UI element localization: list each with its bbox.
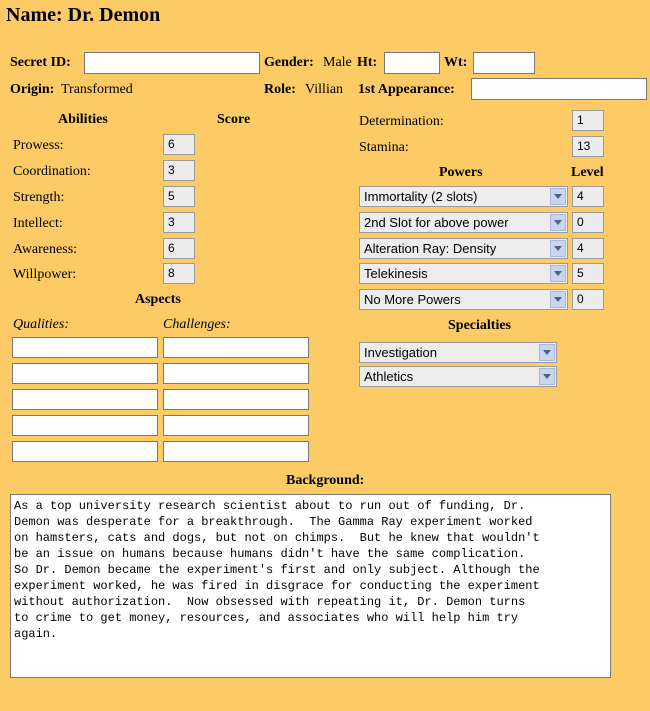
power-select-2-value: 2nd Slot for above power: [364, 215, 509, 230]
ability-intellect-score[interactable]: 3: [163, 212, 195, 233]
chevron-down-icon[interactable]: [550, 188, 566, 205]
score-header: Score: [217, 112, 251, 127]
height-label: Ht:: [357, 55, 378, 70]
chevron-down-icon[interactable]: [550, 291, 566, 308]
quality-input-2[interactable]: [12, 363, 158, 384]
specialty-select-1-value: Investigation: [364, 345, 437, 360]
specialty-select-2[interactable]: [359, 366, 557, 387]
power-level-2[interactable]: 0: [572, 212, 604, 233]
powers-header: Powers: [439, 165, 483, 180]
weight-label: Wt:: [444, 55, 468, 70]
power-level-5[interactable]: 0: [572, 289, 604, 310]
ability-strength-label: Strength:: [13, 190, 65, 205]
abilities-header: Abilities: [58, 112, 108, 127]
quality-input-4[interactable]: [12, 415, 158, 436]
specialty-select-1[interactable]: [359, 342, 557, 363]
power-select-3-value: Alteration Ray: Density: [364, 241, 497, 256]
power-level-4[interactable]: 5: [572, 263, 604, 284]
power-select-5-value: No More Powers: [364, 292, 461, 307]
first-appearance-input[interactable]: [471, 78, 647, 100]
ability-coordination-score[interactable]: 3: [163, 160, 195, 181]
chevron-down-icon[interactable]: [550, 240, 566, 257]
quality-input-5[interactable]: [12, 441, 158, 462]
first-appearance-label: 1st Appearance:: [358, 82, 455, 97]
gender-value: Male: [323, 55, 352, 70]
challenges-label: Challenges:: [163, 317, 231, 332]
ability-willpower-label: Willpower:: [13, 267, 77, 282]
background-label: Background:: [286, 473, 365, 488]
stamina-value[interactable]: 13: [572, 136, 604, 157]
ability-awareness-label: Awareness:: [13, 242, 78, 257]
power-select-4[interactable]: [359, 263, 568, 284]
power-level-3[interactable]: 4: [572, 238, 604, 259]
power-level-1[interactable]: 4: [572, 186, 604, 207]
challenge-input-4[interactable]: [163, 415, 309, 436]
determination-label: Determination:: [359, 114, 444, 129]
power-select-3[interactable]: [359, 238, 568, 259]
quality-input-3[interactable]: [12, 389, 158, 410]
power-select-2[interactable]: [359, 212, 568, 233]
ability-coordination-label: Coordination:: [13, 164, 91, 179]
chevron-down-icon[interactable]: [550, 214, 566, 231]
ability-prowess-score[interactable]: 6: [163, 134, 195, 155]
origin-value: Transformed: [61, 82, 133, 97]
ability-strength-score[interactable]: 5: [163, 186, 195, 207]
ability-intellect-label: Intellect:: [13, 216, 63, 231]
level-header: Level: [571, 165, 604, 180]
origin-label: Origin:: [10, 82, 55, 97]
specialty-select-2-value: Athletics: [364, 369, 414, 384]
ability-awareness-score[interactable]: 6: [163, 238, 195, 259]
weight-input[interactable]: [473, 52, 535, 74]
specialties-header: Specialties: [448, 318, 511, 333]
power-select-1[interactable]: [359, 186, 568, 207]
power-select-5[interactable]: [359, 289, 568, 310]
secret-id-input[interactable]: [84, 52, 260, 74]
gender-label: Gender:: [264, 55, 314, 70]
stamina-label: Stamina:: [359, 140, 409, 155]
challenge-input-5[interactable]: [163, 441, 309, 462]
power-select-1-value: Immortality (2 slots): [364, 189, 478, 204]
secret-id-label: Secret ID:: [10, 55, 71, 70]
challenge-input-1[interactable]: [163, 337, 309, 358]
background-textarea[interactable]: As a top university research scientist about to run out of funding, Dr. Demon was desperate for a breakthrough. The Gamma Ray experiment worked on hamsters, cats and dogs, but not on chimps. But he knew that wouldn't be an issue on humans because humans didn't have the same complication. So Dr. Demon became the experiment's first and only subject. Although the experiment worked, he was fired in disgrace for conducting the experiment without authorization. Now obsessed with repeating it, Dr. Demon turns to crime to get money, resources, and associates who will help him try again.: [10, 494, 611, 678]
chevron-down-icon[interactable]: [539, 344, 555, 361]
role-label: Role:: [264, 82, 296, 97]
page-title: Name: Dr. Demon: [6, 4, 161, 26]
ability-prowess-label: Prowess:: [13, 138, 64, 153]
power-select-4-value: Telekinesis: [364, 266, 428, 281]
chevron-down-icon[interactable]: [539, 368, 555, 385]
challenge-input-3[interactable]: [163, 389, 309, 410]
qualities-label: Qualities:: [13, 317, 69, 332]
quality-input-1[interactable]: [12, 337, 158, 358]
chevron-down-icon[interactable]: [550, 265, 566, 282]
role-value: Villian: [305, 82, 344, 97]
aspects-header: Aspects: [135, 292, 181, 307]
ability-willpower-score[interactable]: 8: [163, 263, 195, 284]
height-input[interactable]: [384, 52, 440, 74]
challenge-input-2[interactable]: [163, 363, 309, 384]
determination-value[interactable]: 1: [572, 110, 604, 131]
